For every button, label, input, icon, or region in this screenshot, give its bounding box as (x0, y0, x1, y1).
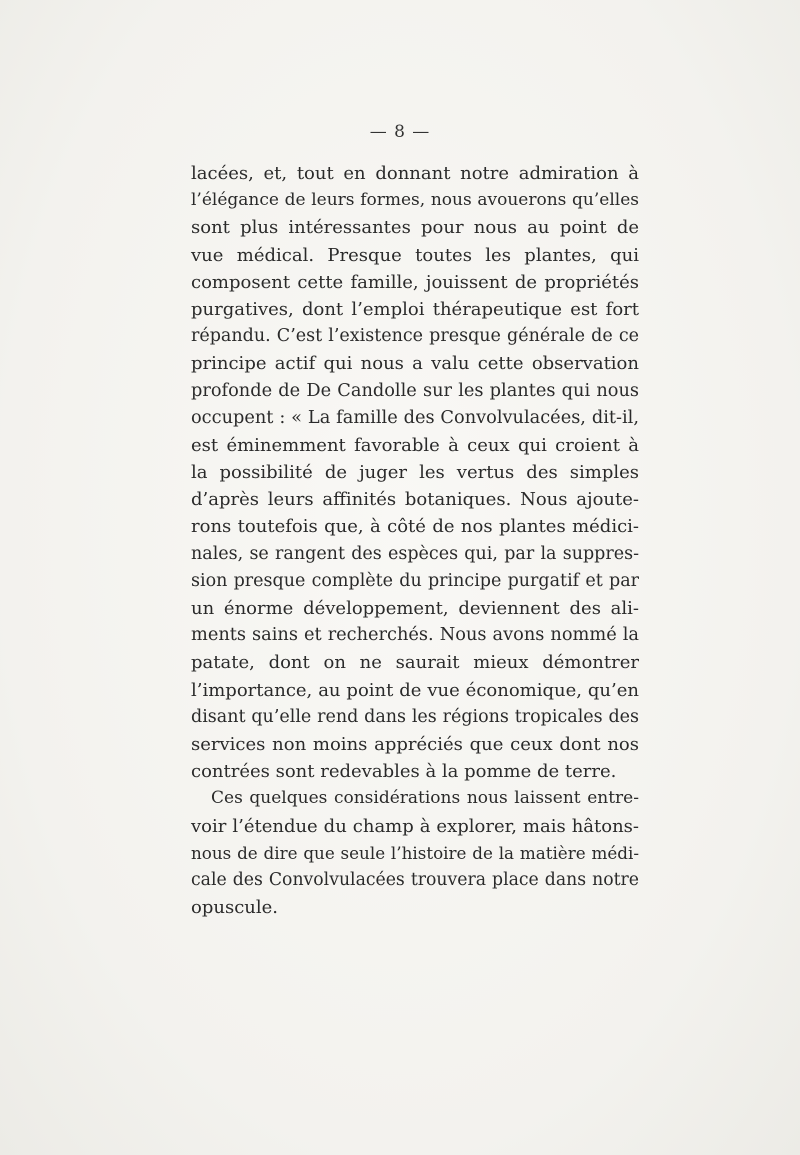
text-line: contrées sont redevables à la pomme de terre. (191, 761, 617, 783)
text-line: l’importance, au point de vue économique, qu’en (191, 679, 639, 701)
text-line: ments sains et recherchés. Nous avons nommé la (191, 625, 639, 646)
text-line: la possibilité de juger les vertus des simples (191, 462, 639, 484)
text-line: sion presque complète du principe purgatif et par (191, 570, 639, 591)
paragraph-2 (191, 785, 639, 921)
text-line: nous de dire que seule l’histoire de la matière médi- (191, 842, 639, 863)
text-line: Ces quelques considérations nous laissent entre- (211, 788, 639, 809)
text-line: composent cette famille, jouissent de propriétés (191, 271, 639, 293)
text-line: occupent : « La famille des Convolvulacées, dit-il, (191, 407, 639, 428)
text-line: voir l’étendue du champ à explorer, mais hâtons- (191, 815, 639, 837)
text-line: services non moins appréciés que ceux dont nos (191, 733, 639, 755)
text-line: vue médical. Presque toutes les plantes, qui (191, 244, 639, 266)
text-line: lacées, et, tout en donnant notre admiration à (191, 163, 639, 184)
text-line: profonde de De Candolle sur les plantes qui nous (191, 380, 639, 401)
text-line: principe actif qui nous a valu cette observation (191, 353, 639, 375)
text-line: patate, dont on ne saurait mieux démontrer (191, 652, 639, 674)
page-number: — 8 — (369, 122, 431, 142)
text-line: disant qu’elle rend dans les régions tropicales des (191, 706, 639, 727)
text-line: purgatives, dont l’emploi thérapeutique est fort (191, 298, 639, 320)
text-line: est éminemment favorable à ceux qui croient à (191, 434, 639, 456)
text-line: répandu. C’est l’existence presque générale de ce (191, 326, 639, 347)
paragraph-1 (191, 160, 639, 785)
text-line: sont plus intéressantes pour nous au point de (191, 217, 639, 239)
text-line: opuscule. (191, 897, 278, 919)
text-line: rons toutefois que, à côté de nos plantes médici- (191, 516, 639, 538)
text-line: cale des Convolvulacées trouvera place dans notre (191, 869, 639, 890)
body-text (191, 160, 639, 921)
text-line: nales, se rangent des espèces qui, par la suppres- (191, 543, 639, 564)
text-line: d’après leurs affinités botaniques. Nous ajoute- (191, 489, 639, 511)
text-line: un énorme développement, deviennent des ali- (191, 598, 639, 619)
text-line: l’élégance de leurs formes, nous avouerons qu’elles (191, 190, 639, 211)
